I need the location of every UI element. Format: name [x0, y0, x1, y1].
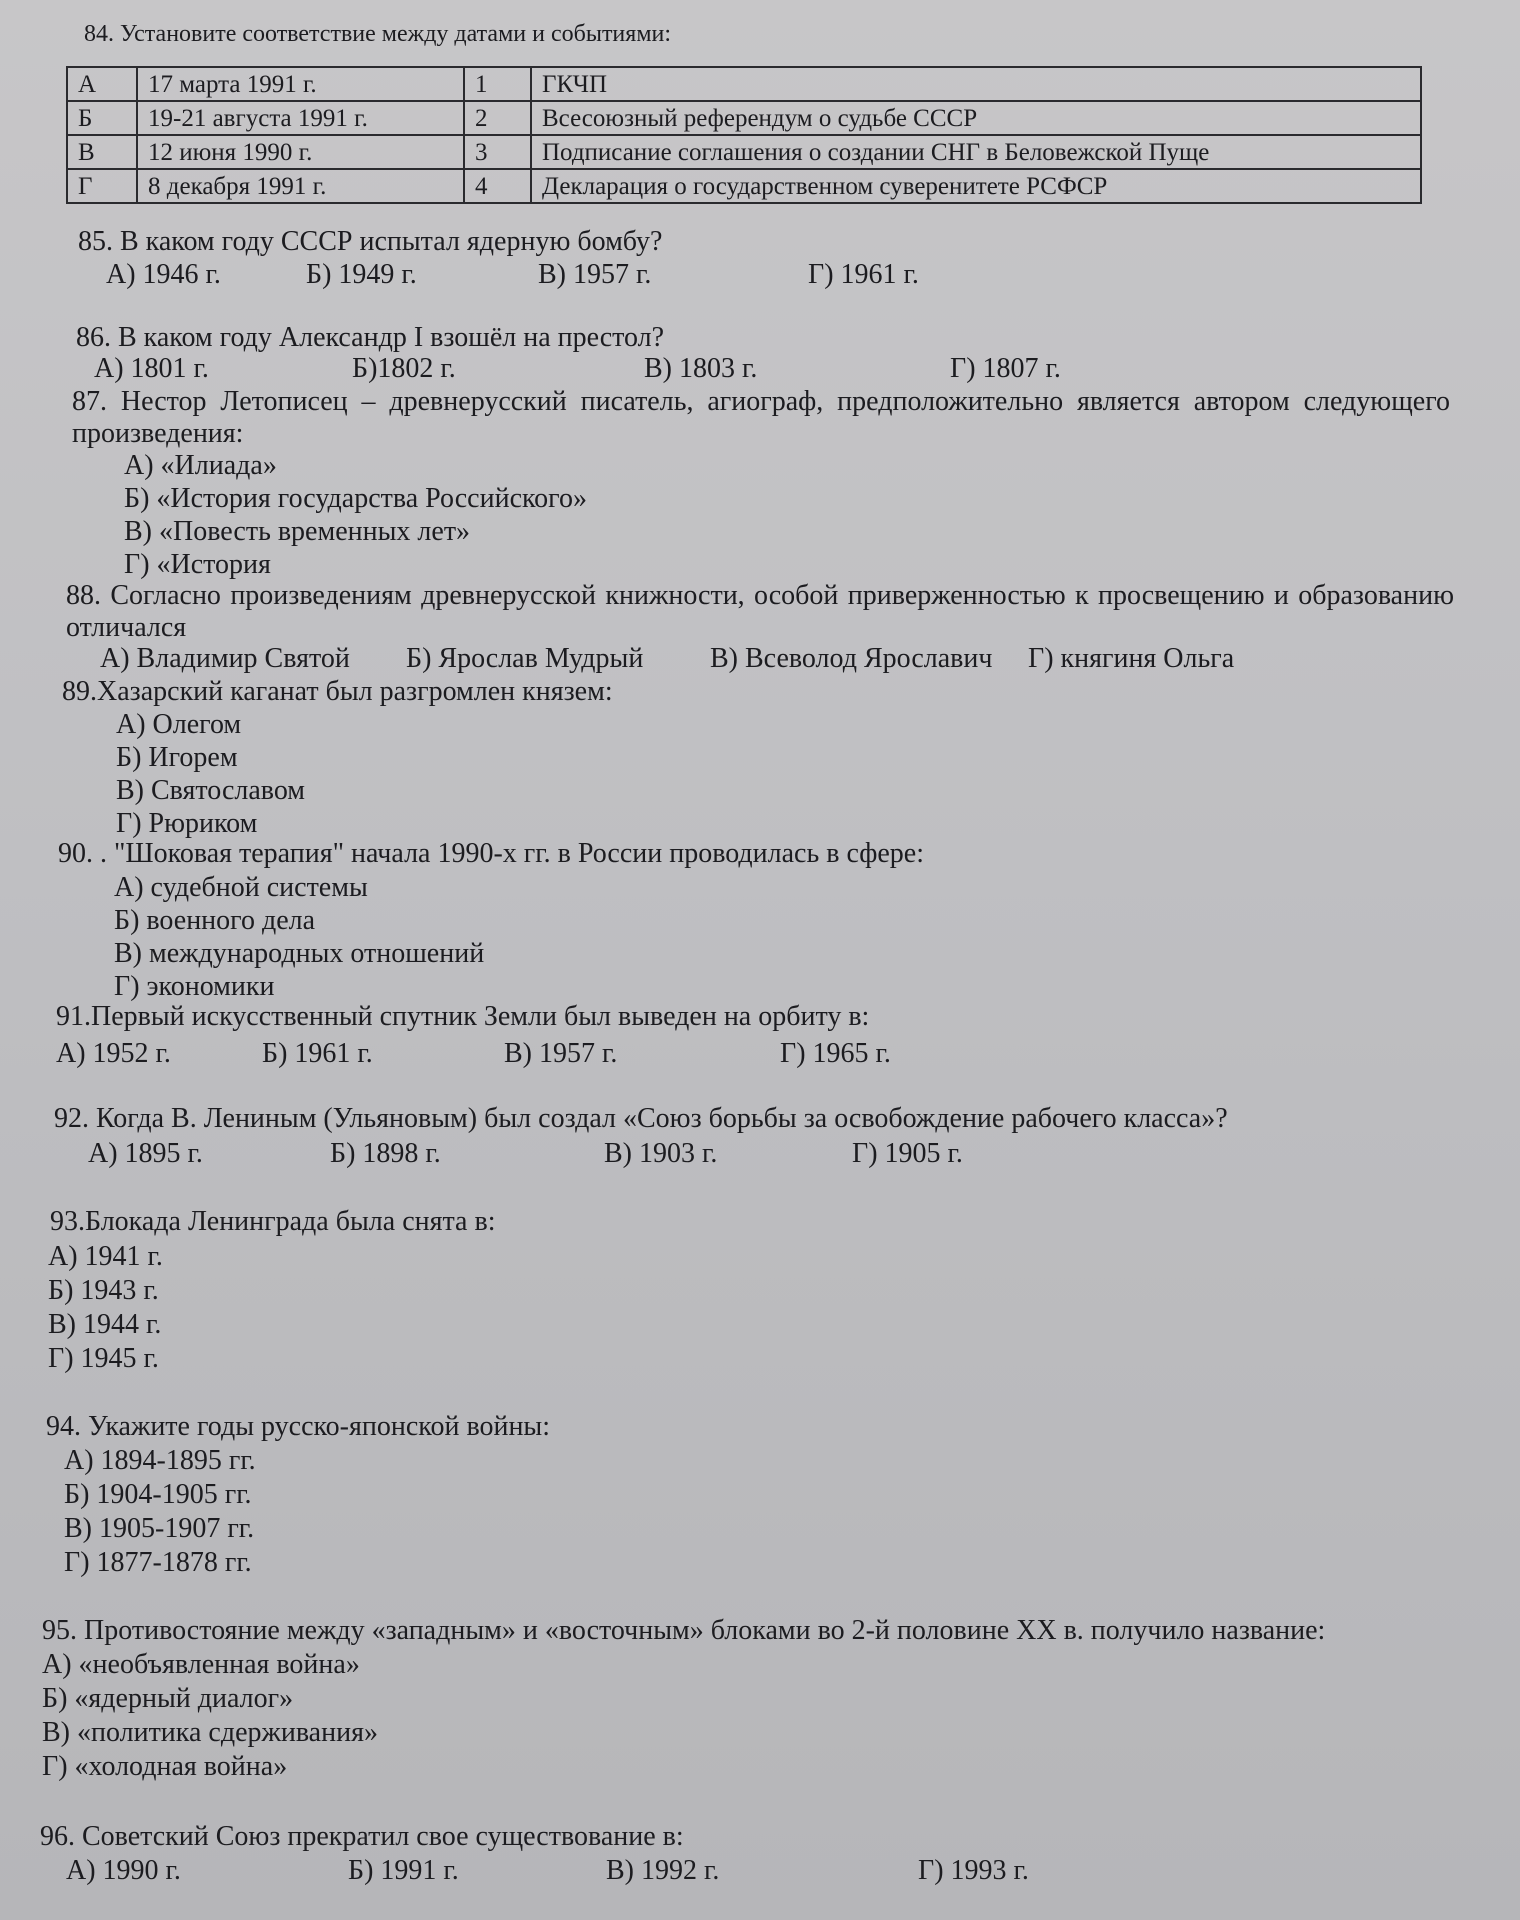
table-cell: А: [67, 67, 137, 101]
option-c: В) Всеволод Ярославич: [710, 643, 993, 674]
question-88: 88. Согласно произведениям древнерусской книжности, особой приверженностью к просвещению и образованию отличался: [66, 580, 1454, 643]
question-86: 86. В каком году Александр I взошёл на престол?: [76, 322, 665, 353]
option-b: Б) Ярослав Мудрый: [406, 643, 644, 674]
question-93: 93.Блокада Ленинграда была снята в:: [50, 1206, 496, 1237]
option-c: В) 1957 г.: [504, 1038, 618, 1069]
option-a: А) 1990 г.: [66, 1855, 181, 1886]
option-a: А) Владимир Святой: [100, 643, 350, 674]
table-row: [67, 135, 1421, 169]
question-85: 85. В каком году СССР испытал ядерную бомбу?: [78, 226, 663, 257]
option-a: А) 1941 г.: [48, 1241, 163, 1272]
option-b: Б) 1949 г.: [306, 259, 417, 290]
option-a: А) 1894-1895 гг.: [64, 1445, 256, 1476]
option-c: В) 1803 г.: [644, 353, 758, 384]
table-cell: 4: [464, 169, 531, 203]
option-c: В) международных отношений: [114, 938, 485, 969]
table-cell: В: [67, 135, 137, 169]
option-a: А) судебной системы: [114, 872, 368, 903]
option-c: В) 1992 г.: [606, 1855, 720, 1886]
question-90: 90. . "Шоковая терапия" начала 1990-х гг. в России проводилась в сфере:: [58, 838, 925, 869]
option-a: А) Олегом: [116, 709, 242, 740]
option-b: Б) военного дела: [114, 905, 316, 936]
option-a: А) «Илиада»: [124, 450, 277, 481]
option-c: В) «политика сдерживания»: [42, 1717, 378, 1748]
table-row: [67, 101, 1421, 135]
table-cell: Подписание соглашения о создании СНГ в Беловежской Пуще: [531, 135, 1421, 169]
option-d: Г) «холодная война»: [42, 1751, 288, 1782]
option-c: В) 1905-1907 гг.: [64, 1513, 255, 1544]
question-84: 84. Установите соответствие между датами и событиями:: [84, 21, 672, 47]
option-c: В) Святославом: [116, 775, 306, 806]
question-92: 92. Когда В. Лениным (Ульяновым) был создал «Союз борьбы за освобождение рабочего класса»?: [54, 1103, 1228, 1134]
option-b: Б) «ядерный диалог»: [42, 1683, 294, 1714]
table-row: [67, 169, 1421, 203]
option-b: Б) 1961 г.: [262, 1038, 373, 1069]
table-cell: Б: [67, 101, 137, 135]
table-cell: 2: [464, 101, 531, 135]
table-cell: 8 декабря 1991 г.: [137, 169, 464, 203]
option-a: А) «необъявленная война»: [42, 1649, 360, 1680]
option-d: Г) 1945 г.: [48, 1343, 159, 1374]
option-c: В) «Повесть временных лет»: [124, 516, 471, 547]
table-cell: 17 марта 1991 г.: [137, 67, 464, 101]
option-d: Г) 1993 г.: [918, 1855, 1029, 1886]
question-89: 89.Хазарский каганат был разгромлен князем:: [62, 676, 613, 707]
option-b: Б) 1943 г.: [48, 1275, 159, 1306]
question-96: 96. Советский Союз прекратил свое существование в:: [40, 1821, 684, 1852]
option-c: В) 1903 г.: [604, 1138, 718, 1169]
option-b: Б)1802 г.: [352, 353, 456, 384]
option-d: Г) «История: [124, 549, 271, 580]
option-a: А) 1952 г.: [56, 1038, 171, 1069]
table-cell: 3: [464, 135, 531, 169]
option-d: Г) 1961 г.: [808, 259, 919, 290]
option-b: Б) 1904-1905 гг.: [64, 1479, 252, 1510]
table-cell: Всесоюзный референдум о судьбе СССР: [531, 101, 1421, 135]
option-d: Г) экономики: [114, 971, 275, 1002]
table-cell: 1: [464, 67, 531, 101]
option-d: Г) Рюриком: [116, 808, 258, 839]
table-row: [67, 67, 1421, 101]
table-cell: Декларация о государственном суверенитете РСФСР: [531, 169, 1421, 203]
matching-table: [66, 66, 1422, 204]
table-cell: 12 июня 1990 г.: [137, 135, 464, 169]
option-d: Г) 1965 г.: [780, 1038, 891, 1069]
option-b: Б) 1991 г.: [348, 1855, 459, 1886]
option-a: А) 1801 г.: [94, 353, 209, 384]
question-95: 95. Противостояние между «западным» и «восточным» блоками во 2-й половине XX в. получило название:: [42, 1615, 1326, 1646]
option-d: Г) 1807 г.: [950, 353, 1061, 384]
option-c: В) 1957 г.: [538, 259, 652, 290]
question-94: 94. Укажите годы русско-японской войны:: [46, 1411, 551, 1442]
table-cell: ГКЧП: [531, 67, 1421, 101]
option-b: Б) Игорем: [116, 742, 238, 773]
option-b: Б) 1898 г.: [330, 1138, 441, 1169]
option-a: А) 1895 г.: [88, 1138, 203, 1169]
option-d: Г) 1877-1878 гг.: [64, 1547, 252, 1578]
table-cell: Г: [67, 169, 137, 203]
question-91: 91.Первый искусственный спутник Земли был выведен на орбиту в:: [56, 1001, 870, 1032]
option-c: В) 1944 г.: [48, 1309, 162, 1340]
option-a: А) 1946 г.: [106, 259, 221, 290]
option-d: Г) княгиня Ольга: [1028, 643, 1235, 674]
option-b: Б) «История государства Российского»: [124, 483, 587, 514]
table-cell: 19-21 августа 1991 г.: [137, 101, 464, 135]
option-d: Г) 1905 г.: [852, 1138, 963, 1169]
question-87: 87. Нестор Летописец – древнерусский писатель, агиограф, предположительно является автором следующего произведения:: [72, 386, 1450, 449]
